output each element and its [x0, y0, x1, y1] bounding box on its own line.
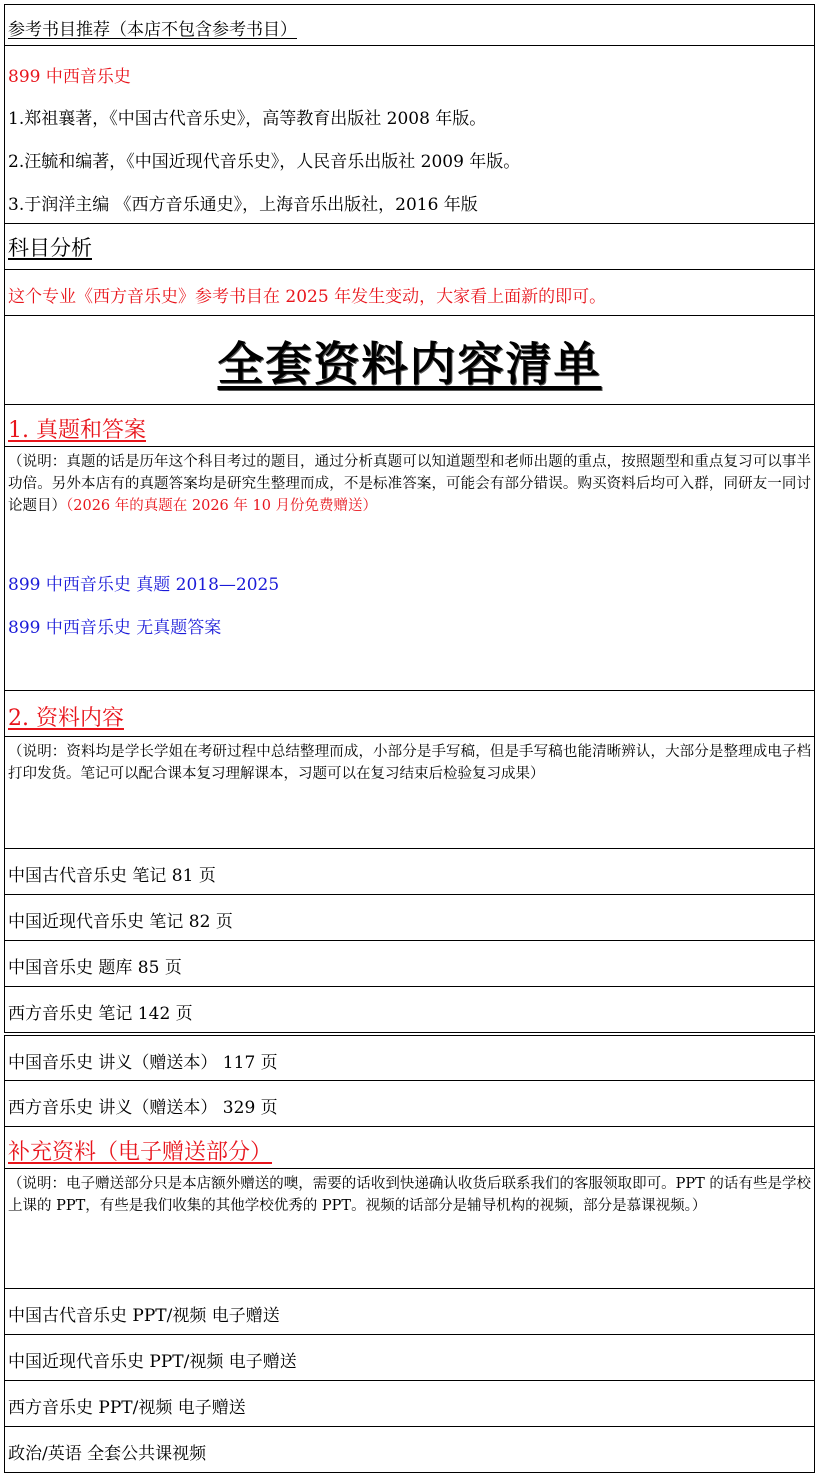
analysis-header: 科目分析 [8, 236, 92, 260]
big-title: 全套资料内容清单 [217, 337, 602, 391]
extra-item: 西方音乐史 PPT/视频 电子赠送 [8, 1398, 246, 1418]
material-item: 中国音乐史 题库 85 页 [8, 958, 182, 978]
analysis-text: 这个专业《西方音乐史》参考书目在 2025 年发生变动，大家看上面新的即可。 [8, 287, 607, 307]
document-table [4, 4, 815, 1473]
section2-title: 2. 资料内容 [8, 706, 124, 731]
book-list-row [4, 46, 815, 224]
section3-title-row [4, 1127, 815, 1169]
material-item: 中国古代音乐史 笔记 81 页 [8, 866, 216, 886]
extra-row [4, 1335, 815, 1381]
extra-item: 中国古代音乐史 PPT/视频 电子赠送 [8, 1306, 280, 1326]
material-row [4, 987, 815, 1033]
book-item: 2.汪毓和编著，《中国近现代音乐史》，人民音乐出版社 2009 年版。 [8, 152, 521, 172]
analysis-header-row [4, 224, 815, 270]
analysis-text-row [4, 270, 815, 316]
book-item: 1.郑祖襄著，《中国古代音乐史》，高等教育出版社 2008 年版。 [8, 109, 487, 129]
extra-item: 政治/英语 全套公共课视频 [8, 1444, 207, 1464]
extra-row [4, 1427, 815, 1473]
extra-row [4, 1381, 815, 1427]
exam-item: 899 中西音乐史 真题 2018—2025 [8, 575, 280, 595]
material-item: 西方音乐史 笔记 142 页 [8, 1004, 193, 1024]
material-row [4, 941, 815, 987]
section1-title-row [4, 405, 815, 447]
extra-item: 中国近现代音乐史 PPT/视频 电子赠送 [8, 1352, 297, 1372]
section1-note [8, 451, 811, 517]
material-row [4, 895, 815, 941]
section3-note-row [4, 1169, 815, 1289]
section3-note: （说明：电子赠送部分只是本店额外赠送的噢，需要的话收到快递确认收货后联系我们的客服领取即可。PPT 的话有些是学校上课的 PPT，有些是我们收集的其他学校优秀的 PPT。视频的话部分是辅导机构的视频，部分是慕课视频。） [8, 1176, 811, 1214]
book-item: 3.于润洋主编 《西方音乐通史》，上海音乐出版社，2016 年版 [8, 195, 478, 215]
material-row [4, 849, 815, 895]
big-title-row [4, 316, 815, 405]
section1-body-row [4, 447, 815, 691]
section2-title-row [4, 691, 815, 737]
section2-note-row [4, 737, 815, 849]
material-item: 中国近现代音乐史 笔记 82 页 [8, 912, 233, 932]
section1-note-text: （说明：真题的话是历年这个科目考过的题目，通过分析真题可以知道题型和老师出题的重点，按照题型和重点复习可以事半功倍。另外本店有的真题答案均是研究生整理而成，不是标准答案，可能会有部分错误。购买资料后均可入群，同研友一同讨论题目） [8, 454, 811, 514]
gift-row [4, 1035, 815, 1081]
section1-title: 1. 真题和答案 [8, 418, 146, 443]
gift-item: 中国音乐史 讲义（赠送本） 117 页 [8, 1053, 278, 1073]
section2-note: （说明：资料均是学长学姐在考研过程中总结整理而成，小部分是手写稿，但是手写稿也能清晰辨认，大部分是整理成电子档打印发货。笔记可以配合课本复习理解课本，习题可以在复习结束后检验复习成果） [8, 744, 811, 782]
extra-row [4, 1289, 815, 1335]
exam-item: 899 中西音乐史 无真题答案 [8, 618, 222, 638]
subject-line: 899 中西音乐史 [8, 67, 131, 87]
section3-title: 补充资料（电子赠送部分） [8, 1140, 273, 1165]
gift-row [4, 1081, 815, 1127]
ref-header: 参考书目推荐（本店不包含参考书目） [8, 20, 297, 40]
ref-header-row [4, 4, 815, 46]
section1-note-red: （2026 年的真题在 2026 年 10 月份免费赠送） [66, 498, 378, 514]
gift-item: 西方音乐史 讲义（赠送本） 329 页 [8, 1098, 278, 1118]
